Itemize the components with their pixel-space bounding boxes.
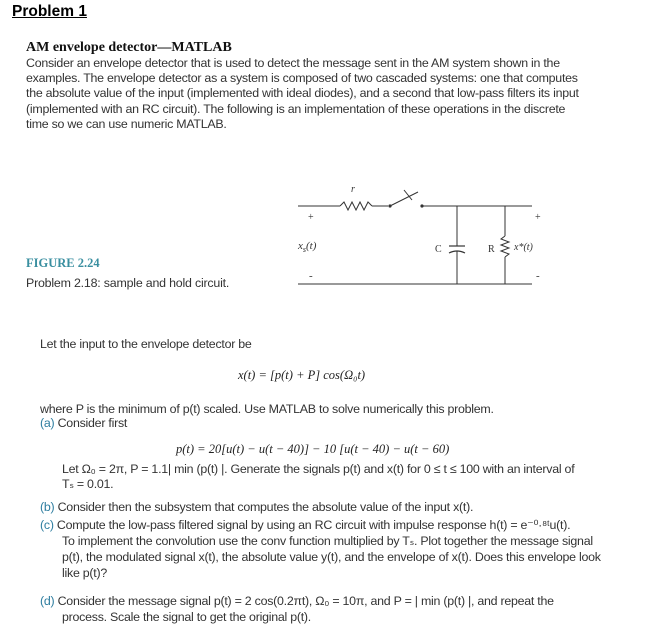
figure-label: FIGURE 2.24 xyxy=(26,256,100,270)
part-b-label: (b) xyxy=(40,500,55,514)
part-c-line: To implement the convolution use the conv function multiplied by Tₛ. Plot together the message signal xyxy=(62,534,593,548)
label-minus-right: - xyxy=(536,270,540,282)
sample-hold-circuit-diagram xyxy=(270,178,560,298)
where-line: where P is the minimum of p(t) scaled. Use MATLAB to solve numerically this problem. xyxy=(40,402,494,416)
part-d-line: Consider the message signal p(t) = 2 cos(0.2πt), Ω₀ = 10π, and P = | min (p(t) |, and repeat the xyxy=(57,594,554,608)
intro-line: examples. The envelope detector as a system is composed of two cascaded systems: one that computes xyxy=(26,71,578,86)
part-b xyxy=(40,500,473,514)
part-a-line: Let Ω₀ = 2π, P = 1.1| min (p(t) |. Generate the signals p(t) and x(t) for 0 ≤ t ≤ 100 with an interval of xyxy=(62,462,575,476)
intro-line: (implemented with an RC circuit). The following is an implementation of these operations in the discrete xyxy=(26,101,566,116)
part-a-line: Tₛ = 0.01. xyxy=(62,477,114,491)
label-minus-left: - xyxy=(309,270,313,282)
part-c-line: Compute the low-pass filtered signal by using an RC circuit with impulse response h(t) = e⁻⁰·⁸ᵗu(t). xyxy=(56,518,571,532)
resistor-R-symbol xyxy=(501,236,509,257)
switch-symbol xyxy=(390,192,418,206)
part-a-label: (a) xyxy=(40,416,55,430)
intro-line: Consider an envelope detector that is used to detect the message sent in the AM system shown in the xyxy=(26,56,560,70)
let-line: Let the input to the envelope detector be xyxy=(40,337,252,351)
part-d xyxy=(40,593,620,625)
problem-title: Problem 1 xyxy=(12,3,87,20)
label-plus-right: + xyxy=(535,212,541,223)
part-a xyxy=(40,416,127,430)
label-c: C xyxy=(435,244,442,255)
part-c xyxy=(40,517,620,581)
intro-line: time so we can use numeric MATLAB. xyxy=(26,116,227,131)
part-b-text: Consider then the subsystem that computes the absolute value of the input x(t). xyxy=(57,500,474,514)
label-xs: $x_s(t)$ xyxy=(298,240,317,254)
label-xstar: x*(t) xyxy=(514,242,533,253)
section-heading: AM envelope detector—MATLAB xyxy=(26,40,232,55)
figure-caption: Problem 2.18: sample and hold circuit. xyxy=(26,276,230,290)
part-d-line: process. Scale the signal to get the original p(t). xyxy=(62,610,311,624)
resistor-r-symbol xyxy=(340,202,372,210)
intro-paragraph xyxy=(26,56,588,132)
equation-x: x(t) = [p(t) + P] cos(Ω₀t) xyxy=(238,368,366,382)
part-a-text: Consider first xyxy=(57,416,128,430)
label-R: R xyxy=(488,244,495,255)
part-c-line: like p(t)? xyxy=(62,566,108,580)
part-c-label: (c) xyxy=(40,518,54,532)
equation-p: p(t) = 20[u(t) − u(t − 40)] − 10 [u(t − 40) − u(t − 60) xyxy=(176,442,450,456)
part-c-line: p(t), the modulated signal x(t), the absolute value y(t), and the envelope of x(t). Does this envelope look xyxy=(62,550,601,564)
part-d-label: (d) xyxy=(40,594,55,608)
part-a-continuation xyxy=(62,462,622,492)
intro-line: the absolute value of the input (implemented with ideal diodes), and a second that low-pass filters its input xyxy=(26,86,579,101)
label-r: r xyxy=(351,184,355,195)
label-plus-left: + xyxy=(308,212,314,223)
